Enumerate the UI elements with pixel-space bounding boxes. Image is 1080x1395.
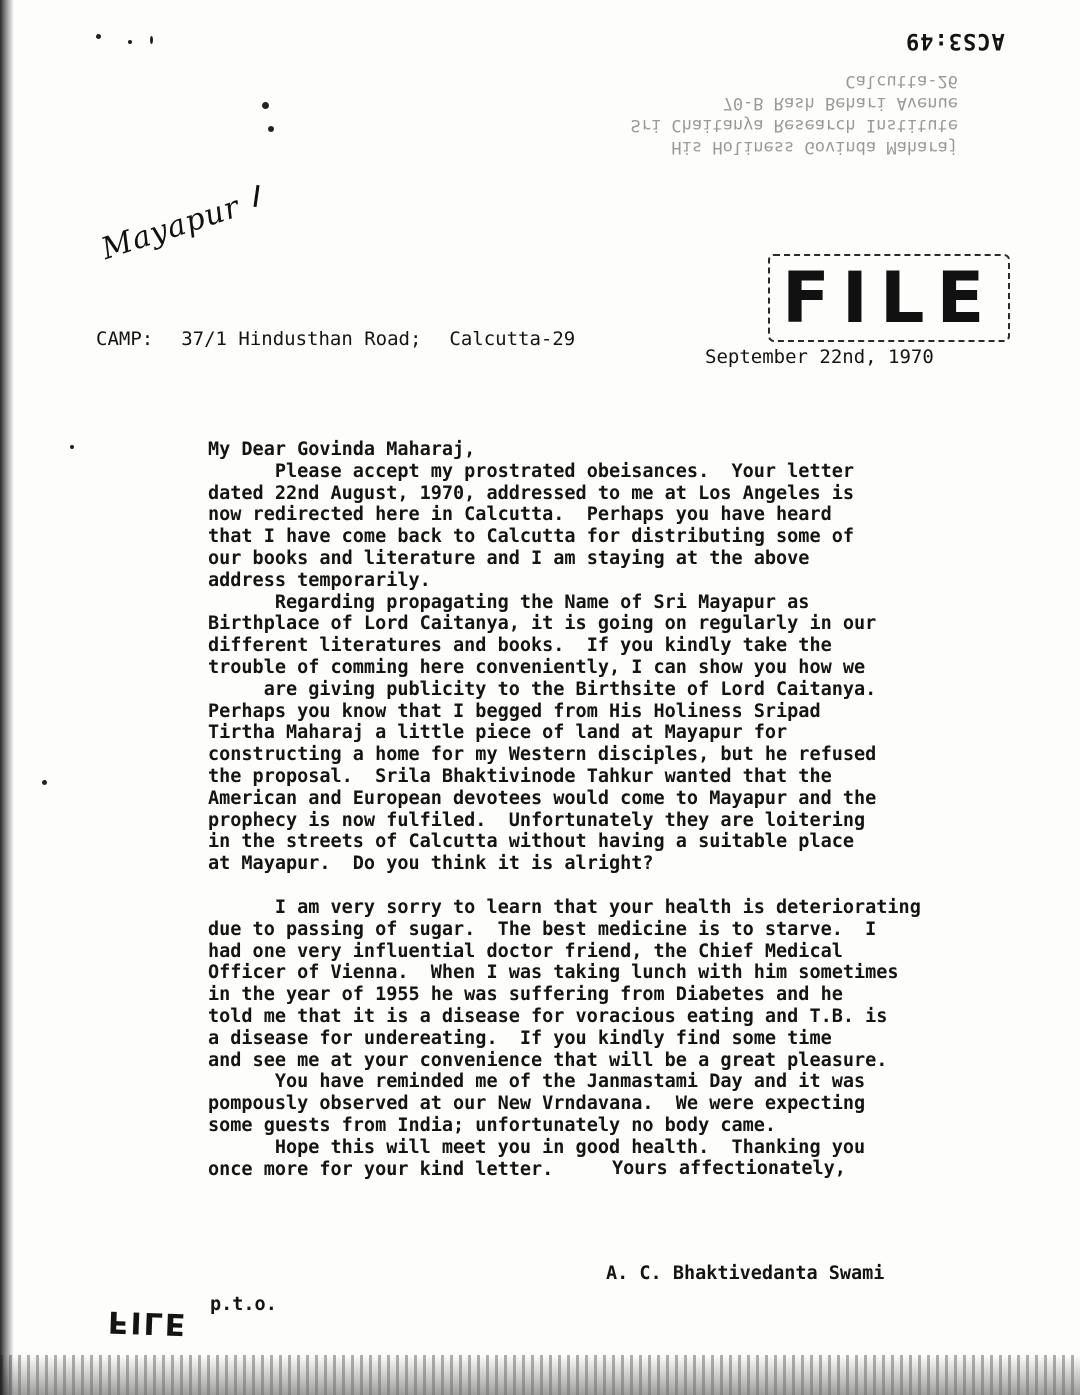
scan-edge-shadow xyxy=(0,0,14,1395)
body-line: American and European devotees would come to Mayapur and the xyxy=(208,787,877,809)
body-line: different literatures and books. If you kindly take the xyxy=(208,635,832,657)
closing: Yours affectionately, xyxy=(612,1158,846,1179)
body-line: had one very influential doctor friend, the Chief Medical xyxy=(208,940,843,962)
camp-label: CAMP: xyxy=(96,328,154,350)
scan-speck xyxy=(150,36,153,44)
camp-street: 37/1 Hindusthan Road; xyxy=(181,328,422,350)
scan-speck xyxy=(268,126,274,132)
body-line: our books and literature and I am staying at the above xyxy=(208,547,810,569)
camp-city: Calcutta-29 xyxy=(449,328,576,350)
body-line: now redirected here in Calcutta. Perhaps you have heard xyxy=(208,504,832,526)
body-line: Please accept my prostrated obeisances. Your letter xyxy=(208,460,855,482)
salutation: My Dear Govinda Maharaj, xyxy=(208,439,476,460)
paragraph-2 xyxy=(208,592,1068,875)
camp-address xyxy=(96,328,603,350)
scan-speck xyxy=(96,34,101,39)
body-line: trouble of comming here conveniently, I can show you how we xyxy=(208,656,866,678)
file-mark-bottom: FILE xyxy=(107,1303,188,1342)
body-line: Regarding propagating the Name of Sri Mayapur as xyxy=(208,591,810,613)
scan-speck xyxy=(262,102,269,109)
letter-body xyxy=(208,439,1068,1180)
body-line: dated 22nd August, 1970, addressed to me at Los Angeles is xyxy=(208,482,855,504)
bleed-through-address xyxy=(488,70,958,158)
paragraph-gap xyxy=(208,875,1068,897)
scan-bottom-noise xyxy=(0,1355,1080,1395)
body-line: constructing a home for my Western disciples, but he refused xyxy=(208,744,877,766)
body-line: Hope this will meet you in good health. Thanking you xyxy=(208,1136,866,1158)
body-line: I am very sorry to learn that your health is deteriorating xyxy=(208,896,921,918)
body-line: Officer of Vienna. When I was taking lunch with him sometimes xyxy=(208,962,899,984)
body-line: some guests from India; unfortunately no body came. xyxy=(208,1114,777,1136)
body-line: prophecy is now fulfiled. Unfortunately they are loitering xyxy=(208,809,866,831)
bleed-line: Calcutta-26 xyxy=(845,71,958,91)
body-line: and see me at your convenience that will be a great pleasure. xyxy=(208,1049,888,1071)
paragraph-1 xyxy=(208,461,1068,592)
scan-speck xyxy=(42,780,47,785)
bleed-line: 70-B Rash Behari Avenue xyxy=(722,93,958,113)
body-line: in the streets of Calcutta without having a suitable place xyxy=(208,831,855,853)
body-line: once more for your kind letter. xyxy=(208,1158,554,1180)
file-stamp: FILE xyxy=(782,257,997,339)
handwritten-mark xyxy=(253,185,259,207)
body-line: Tirtha Maharaj a little piece of land at Mayapur for xyxy=(208,722,788,744)
body-line: are giving publicity to the Birthsite of Lord Caitanya. xyxy=(208,678,877,700)
body-line: in the year of 1955 he was suffering from Diabetes and he xyxy=(208,984,843,1006)
body-line: at Mayapur. Do you think it is alright? xyxy=(208,853,654,875)
scan-speck xyxy=(128,40,132,44)
bleed-line: Sri Chaitanya Research Institute xyxy=(630,115,958,135)
body-line: Birthplace of Lord Caitanya, it is going on regularly in our xyxy=(208,613,877,635)
pto-note: p.t.o. xyxy=(210,1294,277,1315)
body-line: You have reminded me of the Janmastami Day and it was xyxy=(208,1071,866,1093)
body-line: Perhaps you know that I begged from His Holiness Sripad xyxy=(208,700,821,722)
body-line: a disease for undereating. If you kindly find some time xyxy=(208,1027,832,1049)
letter-date: September 22nd, 1970 xyxy=(705,346,934,368)
body-line: that I have come back to Calcutta for distributing some of xyxy=(208,526,855,548)
handwritten-note: Mayapur xyxy=(97,189,245,267)
body-line: due to passing of sugar. The best medicine is to starve. I xyxy=(208,918,877,940)
body-line: the proposal. Srila Bhaktivinode Tahkur wanted that the xyxy=(208,765,832,787)
archive-stamp-code: ACS3:49 xyxy=(905,28,1005,53)
body-line: told me that it is a disease for voracious eating and T.B. is xyxy=(208,1005,888,1027)
paragraph-3 xyxy=(208,897,1068,1180)
scan-speck xyxy=(70,445,74,449)
body-line: pompously observed at our New Vrndavana. We were expecting xyxy=(208,1093,866,1115)
bleed-line: His Holiness Govinda Maharaj xyxy=(671,137,958,157)
body-line: address temporarily. xyxy=(208,569,431,591)
signature: A. C. Bhaktivedanta Swami xyxy=(606,1263,885,1284)
